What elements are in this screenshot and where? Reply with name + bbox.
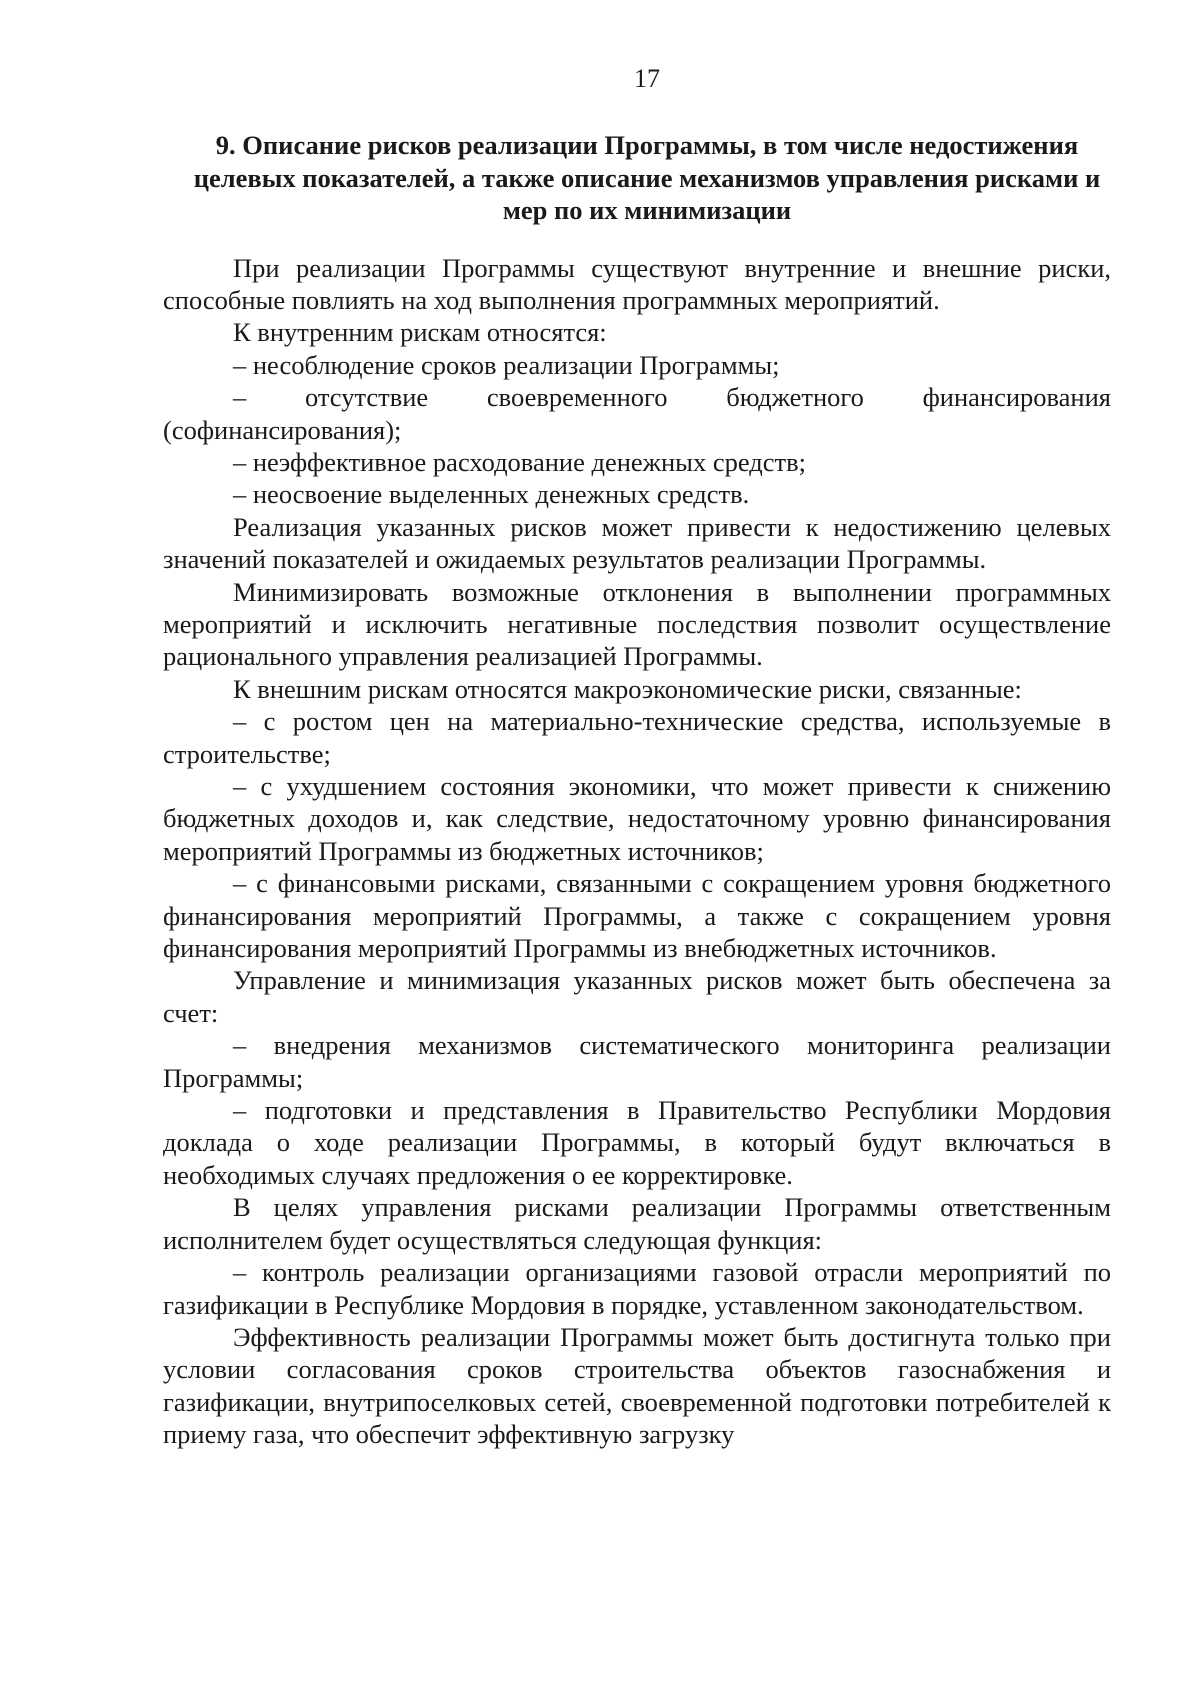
paragraph: При реализации Программы существуют внутренние и внешние риски, способные повлиять на ход выполнения программных мероприятий. bbox=[163, 252, 1111, 315]
paragraph: К внешним рискам относятся макроэкономические риски, связанные: bbox=[233, 673, 1022, 704]
paragraph: К внутренним рискам относятся: bbox=[233, 317, 607, 348]
list-item: – подготовки и представления в Правительство Республики Мордовия доклада о ходе реализации Программы, в который будут включаться в необходимых случаях предложения о ее корректировке. bbox=[163, 1095, 1111, 1190]
list-item: – несоблюдение сроков реализации Программы; bbox=[233, 349, 780, 380]
list-item: – с ростом цен на материально-технические средства, используемые в строительстве; bbox=[163, 706, 1111, 769]
section-body bbox=[163, 252, 1111, 1451]
list-item: – с ухудшением состояния экономики, что может привести к снижению бюджетных доходов и, как следствие, недостаточному уровню финансирования мероприятий Программы из бюджетных источников; bbox=[163, 771, 1111, 866]
paragraph: Минимизировать возможные отклонения в выполнении программных мероприятий и исключить негативные последствия позволит осуществление рационального управления реализацией Программы. bbox=[163, 576, 1111, 672]
page-content bbox=[163, 64, 1111, 1451]
paragraph: Эффективность реализации Программы может быть достигнута только при условии согласования сроков строительства объектов газоснабжения и газификации, внутрипоселковых сетей, своевременной подготовки потребителей к приему газа, что обеспечит эффективную загрузку bbox=[163, 1321, 1111, 1450]
paragraph: В целях управления рисками реализации Программы ответственным исполнителем будет осуществляться следующая функция: bbox=[163, 1192, 1111, 1255]
list-item: – контроль реализации организациями газовой отрасли мероприятий по газификации в Республике Мордовия в порядке, уставленном законодательством. bbox=[163, 1257, 1111, 1320]
page-number: 17 bbox=[634, 64, 660, 93]
list-item: – неэффективное расходование денежных средств; bbox=[233, 446, 806, 477]
paragraph: Управление и минимизация указанных рисков может быть обеспечена за счет: bbox=[163, 965, 1111, 1028]
list-item: – внедрения механизмов систематического мониторинга реализации Программы; bbox=[163, 1030, 1111, 1093]
list-item: – с финансовыми рисками, связанными с сокращением уровня бюджетного финансирования мероприятий Программы, а также с сокращением уровня финансирования мероприятий Программы из внебюджетных источников. bbox=[163, 868, 1111, 964]
list-item: – отсутствие своевременного бюджетного финансирования (софинансирования); bbox=[163, 382, 1111, 445]
section-heading: 9. Описание рисков реализации Программы, в том числе недостижения целевых показателей, а также описание механизмов управления рисками и мер по их минимизации bbox=[193, 130, 1101, 225]
paragraph: Реализация указанных рисков может привести к недостижению целевых значений показателей и ожидаемых результатов реализации Программы. bbox=[163, 511, 1111, 575]
list-item: – неосвоение выделенных денежных средств. bbox=[233, 479, 750, 510]
